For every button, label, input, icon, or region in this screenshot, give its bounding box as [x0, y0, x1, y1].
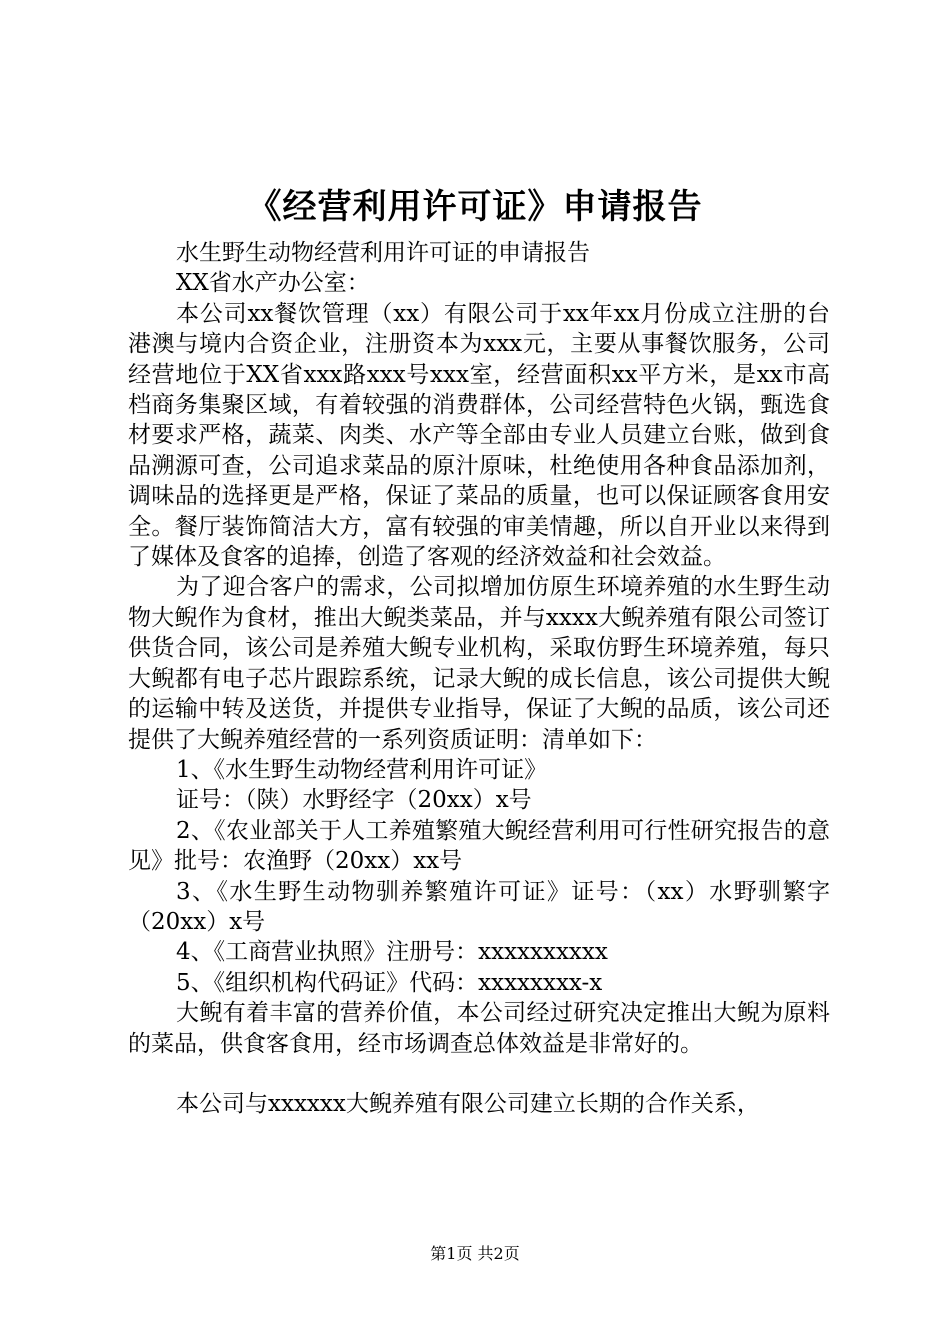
document-title: 《经营利用许可证》申请报告 [247, 187, 703, 227]
paragraph-gap [128, 1059, 830, 1089]
recipient-line: XX省水产办公室： [176, 270, 370, 297]
list-item-1: 1、《水生野生动物经营利用许可证》 [176, 756, 548, 783]
paragraph-company-intro: 本公司xx餐饮管理（xx）有限公司于xx年xx月份成立注册的台港澳与境内合资企业，注册资本为xxx元，主要从事餐饮服务，公司经营地位于XX省xxx路xxx号xxx室，经营面积xx平方米，是xx市高档商务集聚区域，有着较强的消费群体，公司经营特色火锅，甄选食材要求严格，蔬菜、肉类、水产等全部由专业人员建立台账，做到食品溯源可查，公司追求菜品的原汁原味，杜绝使用各种食品添加剂，调味品的选择更是严格，保证了菜品的质量，也可以保证顾客食用安全。餐厅装饰简洁大方，富有较强的审美情趣，所以自开业以来得到了媒体及食客的追捧，创造了客观的经济效益和社会效益。 [128, 300, 830, 571]
page-footer: 第1页 共2页 [430, 1244, 520, 1263]
report-subtitle: 水生野生动物经营利用许可证的申请报告 [176, 240, 590, 266]
list-item-1-number: 证号：（陕）水野经字（20xx）x号 [176, 787, 532, 814]
paragraph-cooperation: 本公司与xxxxxx大鲵养殖有限公司建立长期的合作关系， [176, 1090, 760, 1117]
list-item-5: 5、《组织机构代码证》代码：xxxxxxxx-x [176, 969, 603, 996]
list-item-3: 3、《水生野生动物驯养繁殖许可证》证号：（xx）水野驯繁字（20xx）x号 [128, 878, 830, 935]
document-body [128, 238, 830, 1119]
list-item-4: 4、《工商营业执照》注册号：xxxxxxxxxx [176, 939, 608, 966]
paragraph-nutrition: 大鲵有着丰富的营养价值，本公司经过研究决定推出大鲵为原料的菜品，供食客食用，经市场调查总体效益是非常好的。 [128, 1000, 830, 1057]
paragraph-supplier: 为了迎合客户的需求，公司拟增加仿原生环境养殖的水生野生动物大鲵作为食材，推出大鲵类菜品，并与xxxx大鲵养殖有限公司签订供货合同，该公司是养殖大鲵专业机构，采取仿野生环境养殖，每只大鲵都有电子芯片跟踪系统，记录大鲵的成长信息，该公司提供大鲵的运输中转及送货，并提供专业指导，保证了大鲵的品质，该公司还提供了大鲵养殖经营的一系列资质证明：清单如下： [128, 574, 830, 753]
list-item-2: 2、《农业部关于人工养殖繁殖大鲵经营利用可行性研究报告的意见》批号：农渔野（20xx）xx号 [128, 817, 830, 875]
